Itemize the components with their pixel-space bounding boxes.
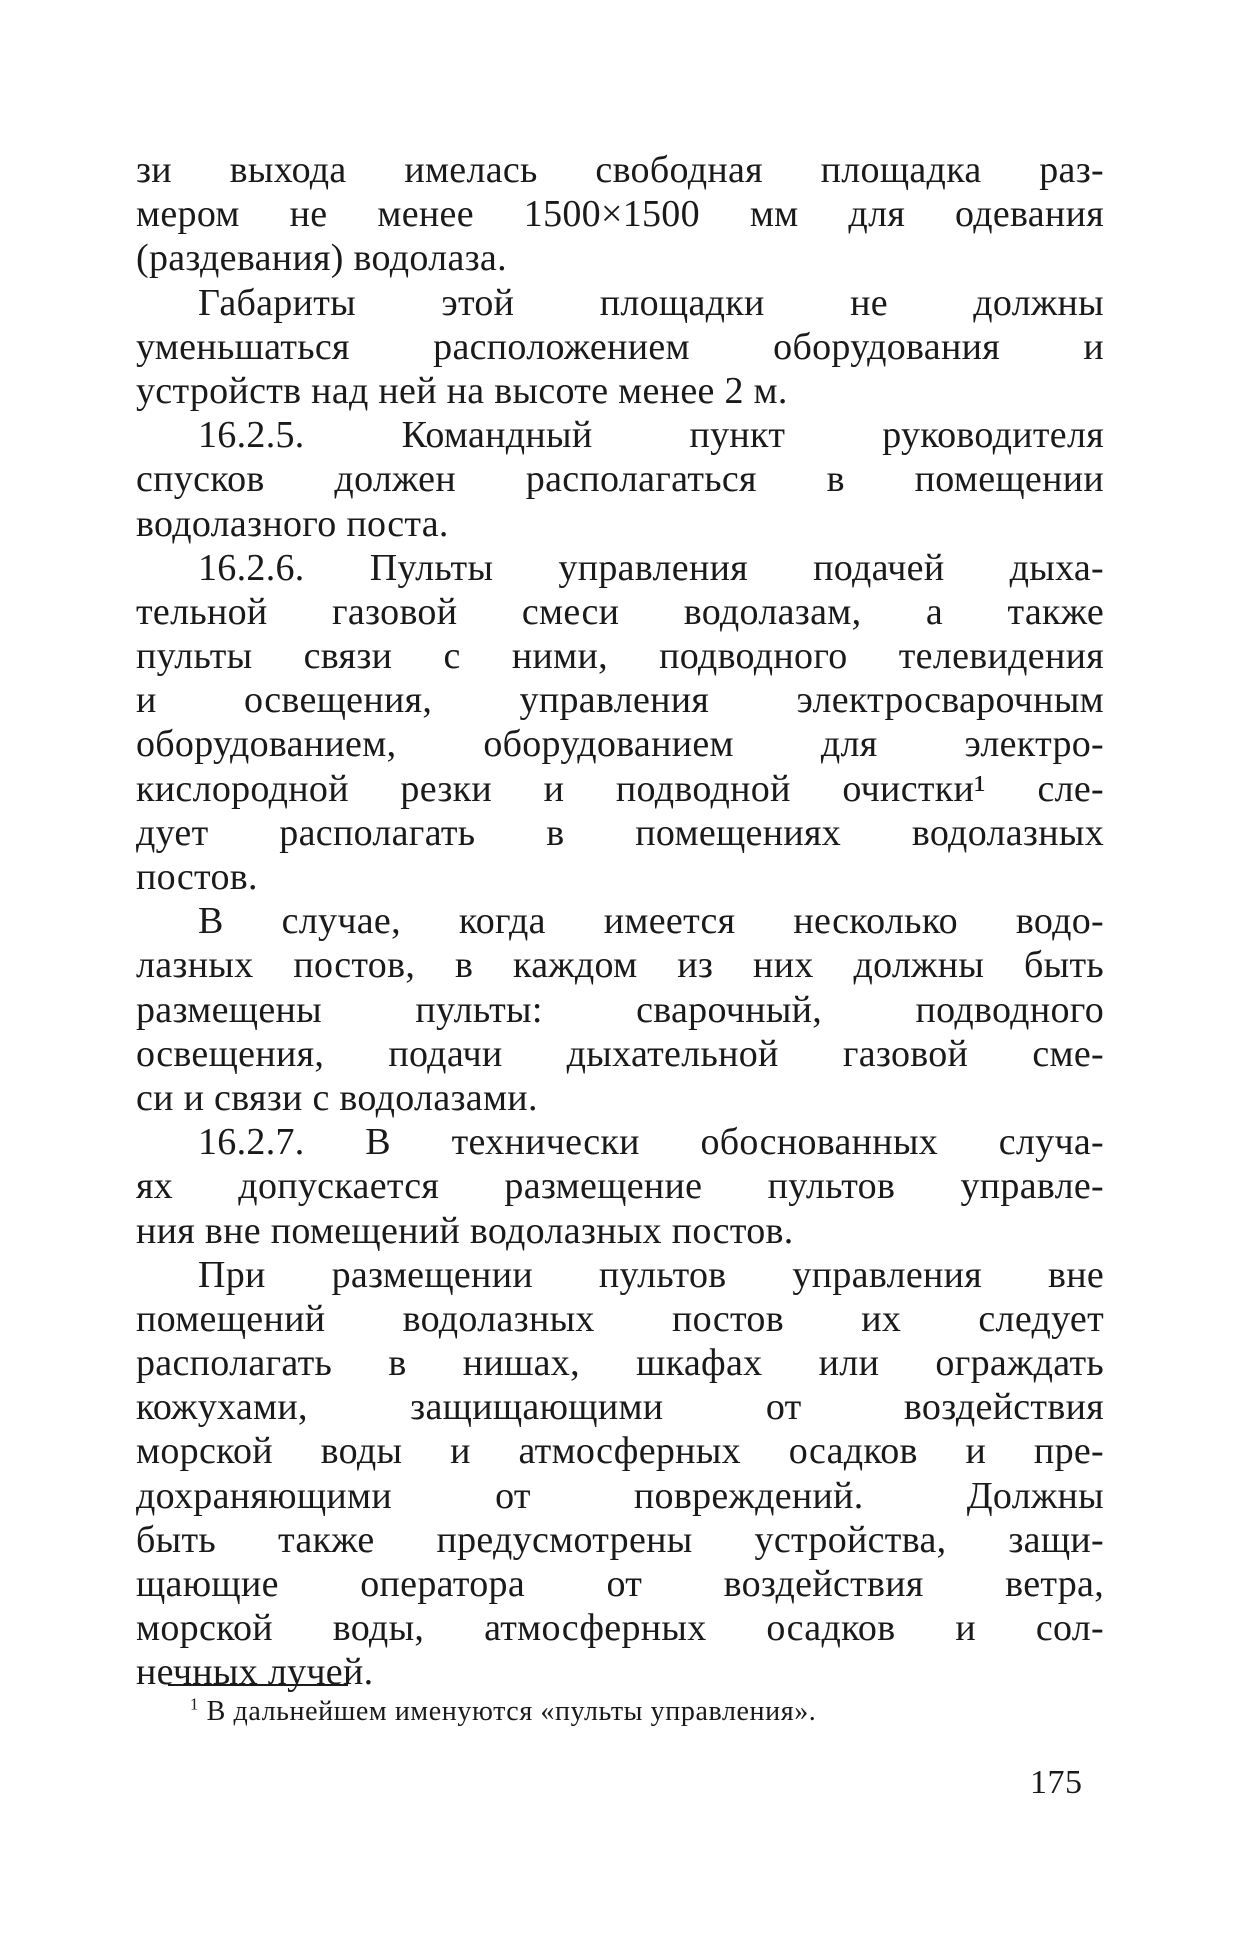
text-line: ях допускается размещение пультов управле- bbox=[136, 1165, 1104, 1208]
text-line: морской воды и атмосферных осадков и пре- bbox=[136, 1430, 1104, 1473]
text-line: зи выхода имелась свободная площадка раз- bbox=[136, 149, 1104, 191]
text-line: располагать в нишах, шкафах или ограждать bbox=[136, 1342, 1104, 1385]
text-line: дохраняющими от повреждений. Должны bbox=[136, 1474, 1104, 1517]
text-line: пульты связи с ними, подводного телевидения bbox=[136, 635, 1104, 678]
text-line: быть также предусмотрены устройства, защи- bbox=[136, 1518, 1104, 1561]
text-line: устройств над ней на высоте менее 2 м. bbox=[136, 369, 788, 412]
text-line: и освещения, управления электросварочным bbox=[136, 679, 1104, 722]
footnote-separator bbox=[168, 1684, 348, 1686]
text-line: кислородной резки и подводной очистки¹ сле- bbox=[136, 767, 1104, 810]
text-line: тельной газовой смеси водолазам, а также bbox=[136, 590, 1104, 633]
body-text bbox=[136, 148, 1104, 1695]
text-line: освещения, подачи дыхательной газовой сме- bbox=[136, 1032, 1104, 1075]
text-line: размещены пульты: сварочный, подводного bbox=[136, 988, 1104, 1031]
text-line: лазных постов, в каждом из них должны быть bbox=[136, 944, 1104, 987]
text-line: си и связи с водолазами. bbox=[136, 1076, 538, 1119]
text-line: В случае, когда имеется несколько водо- bbox=[198, 900, 1104, 943]
text-line: 16.2.6. Пульты управления подачей дыха- bbox=[198, 546, 1104, 589]
text-line: 16.2.7. В технически обоснованных случа- bbox=[198, 1121, 1104, 1164]
footnote-text: В дальнейшем именуются «пульты управления». bbox=[206, 1696, 817, 1727]
text-line: кожухами, защищающими от воздействия bbox=[136, 1386, 1104, 1429]
text-line: ния вне помещений водолазных постов. bbox=[136, 1209, 794, 1252]
text-line: мером не менее 1500×1500 мм для одевания bbox=[136, 193, 1104, 236]
text-line: морской воды, атмосферных осадков и сол- bbox=[136, 1607, 1104, 1650]
text-line: оборудованием, оборудованием для электро- bbox=[136, 723, 1104, 766]
footnote bbox=[190, 1694, 816, 1730]
text-line: При размещении пультов управления вне bbox=[198, 1253, 1104, 1296]
text-line: нечных лучей. bbox=[136, 1651, 374, 1694]
text-line: спусков должен располагаться в помещении bbox=[136, 458, 1104, 501]
text-line: Габариты этой площадки не должны bbox=[198, 281, 1104, 324]
text-line: помещений водолазных постов их следует bbox=[136, 1297, 1104, 1340]
text-line: 16.2.5. Командный пункт руководителя bbox=[198, 414, 1104, 457]
footnote-marker: 1 bbox=[190, 1694, 199, 1714]
text-line: щающие оператора от воздействия ветра, bbox=[136, 1563, 1104, 1605]
text-line: (раздевания) водолаза. bbox=[136, 237, 507, 280]
text-line: уменьшаться расположением оборудования и bbox=[136, 325, 1104, 368]
text-line: постов. bbox=[136, 856, 258, 898]
text-line: дует располагать в помещениях водолазных bbox=[136, 811, 1104, 854]
page-number: 175 bbox=[1030, 1764, 1083, 1801]
text-line: водолазного поста. bbox=[136, 502, 449, 545]
